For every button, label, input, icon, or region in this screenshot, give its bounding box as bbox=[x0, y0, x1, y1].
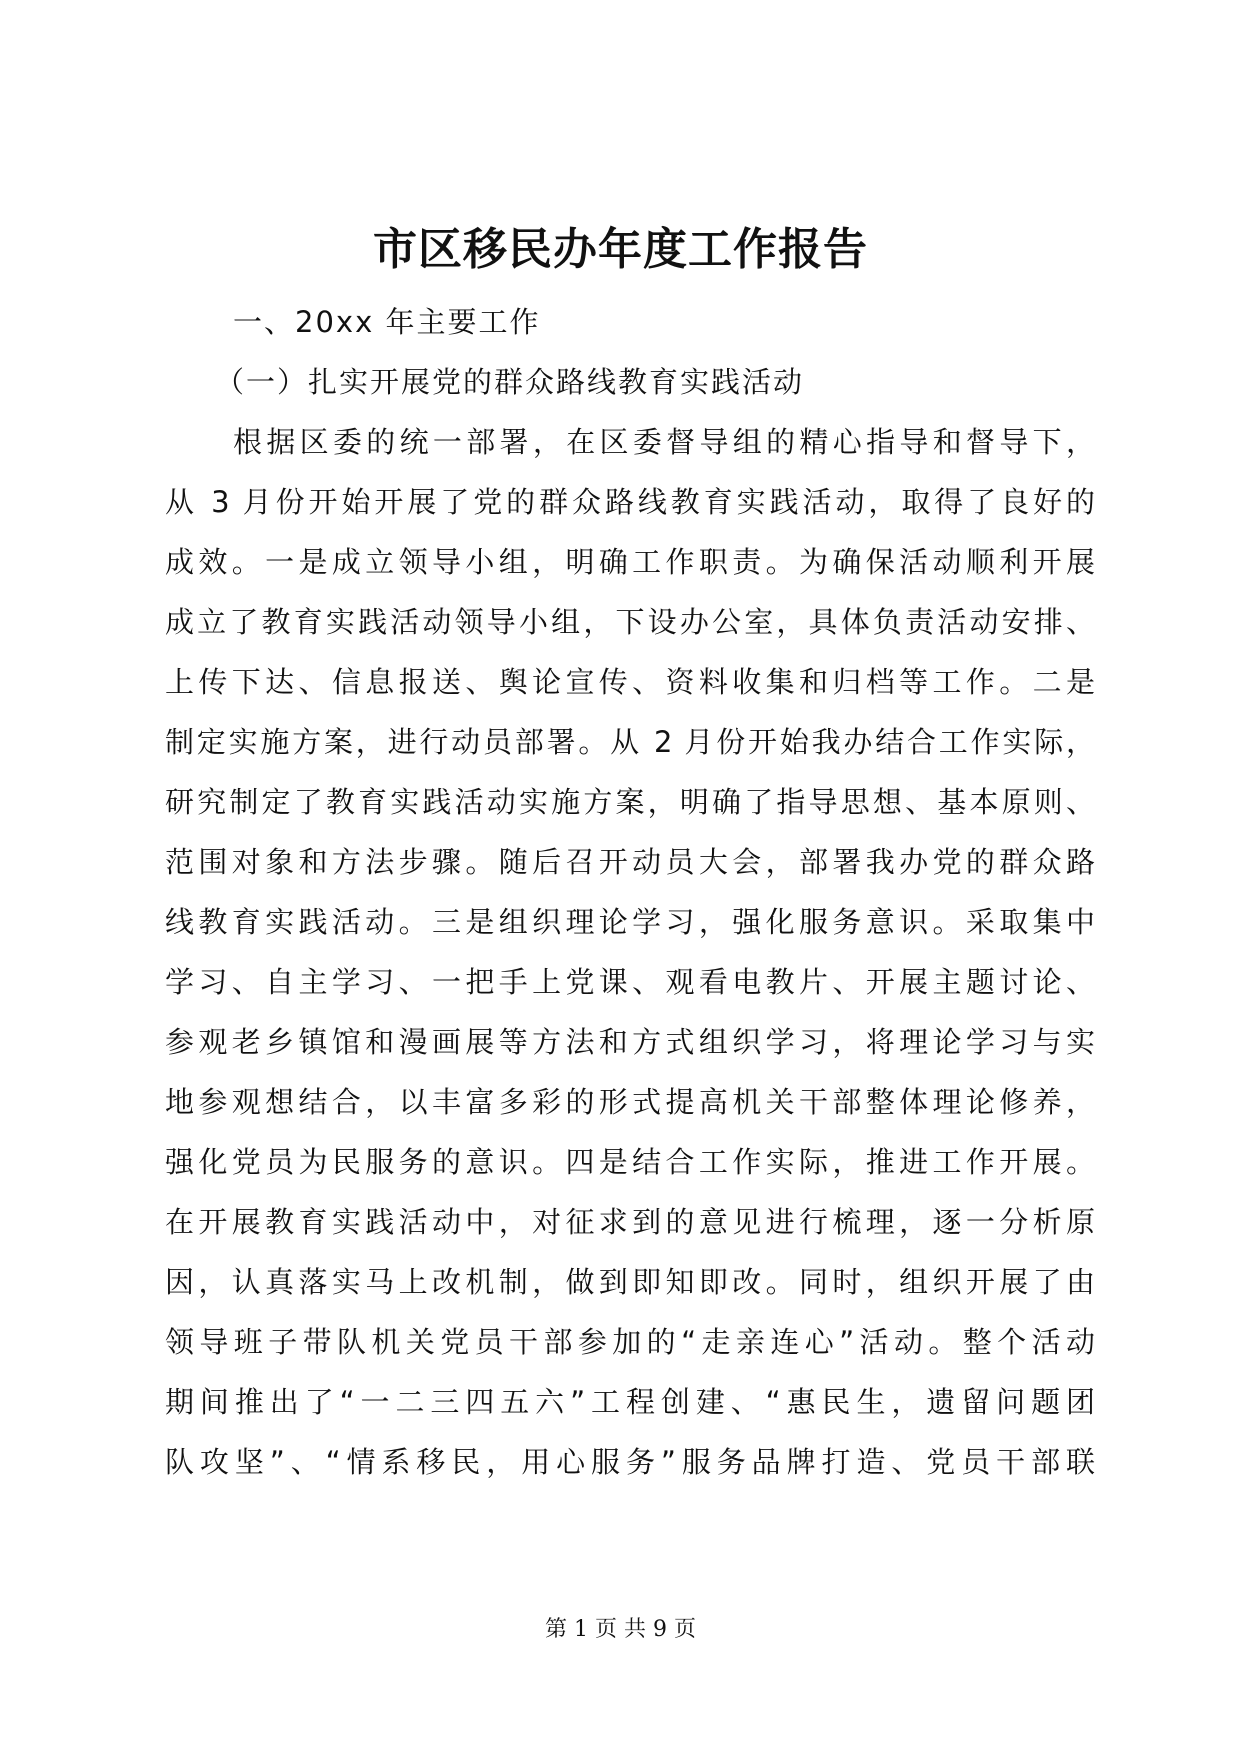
paragraph-line: 期间推出了“一二三四五六”工程创建、“惠民生，遗留问题团 bbox=[165, 1385, 1095, 1419]
paragraph-line: 根据区委的统一部署，在区委督导组的精心指导和督导下， bbox=[233, 425, 1095, 459]
paragraph-line: 地参观想结合，以丰富多彩的形式提高机关干部整体理论修养， bbox=[165, 1085, 1095, 1119]
paragraph-line: 线教育实践活动。三是组织理论学习，强化服务意识。采取集中 bbox=[165, 905, 1095, 939]
paragraph-line: 在开展教育实践活动中，对征求到的意见进行梳理，逐一分析原 bbox=[165, 1205, 1095, 1239]
paragraph-line: 学习、自主学习、一把手上党课、观看电教片、开展主题讨论、 bbox=[165, 965, 1095, 999]
section-heading: 一、20xx 年主要工作 bbox=[233, 305, 541, 339]
paragraph-line: 上传下达、信息报送、舆论宣传、资料收集和归档等工作。二是 bbox=[165, 665, 1095, 699]
paragraph-line: 研究制定了教育实践活动实施方案，明确了指导思想、基本原则、 bbox=[165, 785, 1095, 819]
paragraph-line: 强化党员为民服务的意识。四是结合工作实际，推进工作开展。 bbox=[165, 1145, 1095, 1179]
paragraph-line: 从 3 月份开始开展了党的群众路线教育实践活动，取得了良好的 bbox=[165, 485, 1095, 519]
paragraph-line: 队攻坚”、“情系移民，用心服务”服务品牌打造、党员干部联 bbox=[165, 1445, 1095, 1479]
paragraph-line: 领导班子带队机关党员干部参加的“走亲连心”活动。整个活动 bbox=[165, 1325, 1095, 1359]
paragraph-line: 因，认真落实马上改机制，做到即知即改。同时，组织开展了由 bbox=[165, 1265, 1095, 1299]
document-body bbox=[165, 292, 1095, 1492]
document-title: 市区移民办年度工作报告 bbox=[373, 224, 868, 275]
paragraph-line: 成效。一是成立领导小组，明确工作职责。为确保活动顺利开展 bbox=[165, 545, 1095, 579]
subsection-heading: （一）扎实开展党的群众路线教育实践活动 bbox=[215, 365, 805, 399]
paragraph-line: 参观老乡镇馆和漫画展等方法和方式组织学习，将理论学习与实 bbox=[165, 1025, 1095, 1059]
paragraph-line: 制定实施方案，进行动员部署。从 2 月份开始我办结合工作实际， bbox=[165, 725, 1095, 759]
page-footer: 第 1 页 共 9 页 bbox=[545, 1617, 696, 1642]
paragraph-line: 范围对象和方法步骤。随后召开动员大会，部署我办党的群众路 bbox=[165, 845, 1095, 879]
paragraph-line: 成立了教育实践活动领导小组，下设办公室，具体负责活动安排、 bbox=[165, 605, 1095, 639]
